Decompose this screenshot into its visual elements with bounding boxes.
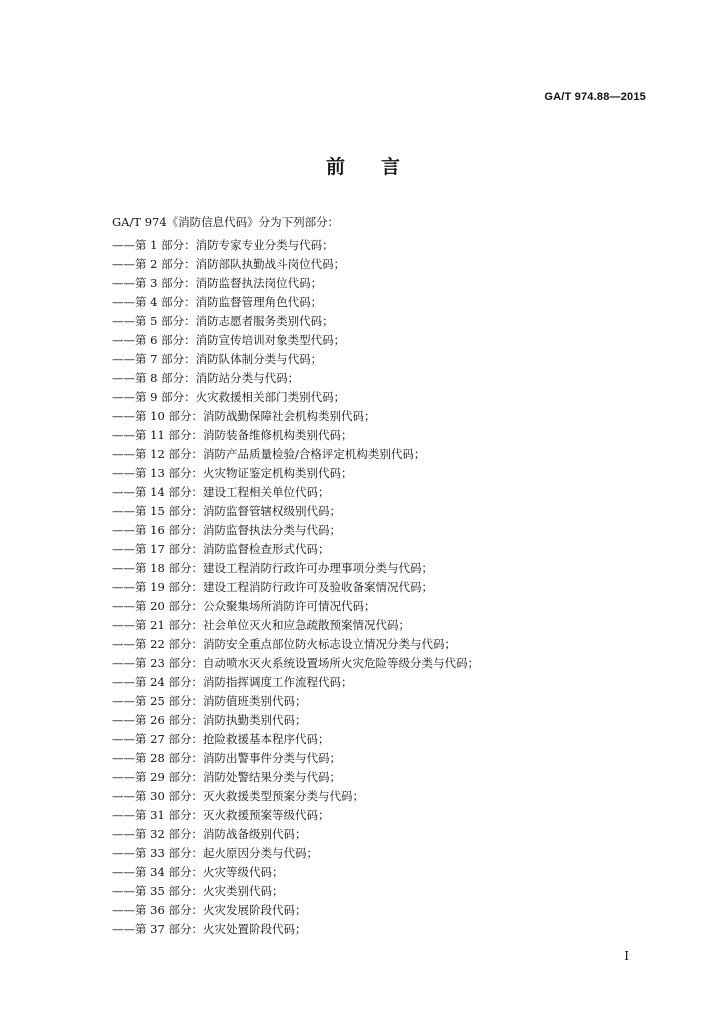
list-item: ——第 25 部分：消防值班类别代码；: [112, 694, 307, 708]
list-item: ——第 13 部分：火灾物证鉴定机构类别代码；: [112, 466, 353, 480]
list-item: ——第 18 部分：建设工程消防行政许可办理事项分类与代码；: [112, 561, 433, 575]
list-item: ——第 10 部分：消防战勤保障社会机构类别代码；: [112, 409, 376, 423]
list-item: ——第 6 部分：消防宣传培训对象类型代码；: [112, 333, 346, 347]
list-item: ——第 19 部分：建设工程消防行政许可及验收备案情况代码；: [112, 580, 433, 594]
list-item: ——第 20 部分：公众聚集场所消防许可情况代码；: [112, 599, 376, 613]
list-item: ——第 8 部分：消防站分类与代码；: [112, 371, 300, 385]
list-item: ——第 1 部分：消防专家专业分类与代码；: [112, 238, 334, 252]
list-item: ——第 26 部分：消防执勤类别代码；: [112, 713, 307, 727]
list-item: ——第 7 部分：消防队体制分类与代码；: [112, 352, 323, 366]
list-item: ——第 31 部分：灭火救援预案等级代码；: [112, 808, 330, 822]
list-item: ——第 12 部分：消防产品质量检验/合格评定机构类别代码；: [112, 447, 426, 461]
page-title: 前言: [325, 156, 436, 178]
list-item: ——第 16 部分：消防监督执法分类与代码；: [112, 523, 341, 537]
list-item: ——第 17 部分：消防监督检查形式代码；: [112, 542, 330, 556]
list-item: ——第 30 部分：灭火救援类型预案分类与代码；: [112, 789, 364, 803]
list-item: ——第 4 部分：消防监督管理角色代码；: [112, 295, 323, 309]
list-item: ——第 11 部分：消防装备维修机构类别代码；: [112, 428, 353, 442]
standard-number: GA/T 974.88—2015: [544, 91, 646, 103]
list-item: ——第 14 部分：建设工程相关单位代码；: [112, 485, 330, 499]
list-item: ——第 33 部分：起火原因分类与代码；: [112, 846, 318, 860]
list-item: ——第 22 部分：消防安全重点部位防火标志设立情况分类与代码；: [112, 637, 456, 651]
list-item: ——第 28 部分：消防出警事件分类与代码；: [112, 751, 341, 765]
list-item: ——第 35 部分：火灾类别代码；: [112, 884, 284, 898]
list-item: ——第 3 部分：消防监督执法岗位代码；: [112, 276, 323, 290]
list-item: ——第 37 部分：火灾处置阶段代码；: [112, 922, 307, 936]
list-item: ——第 24 部分：消防指挥调度工作流程代码；: [112, 675, 353, 689]
list-item: ——第 27 部分：抢险救援基本程序代码；: [112, 732, 330, 746]
list-item: ——第 32 部分：消防战备级别代码；: [112, 827, 307, 841]
list-item: ——第 34 部分：火灾等级代码；: [112, 865, 284, 879]
intro-text: GA/T 974《消防信息代码》分为下列部分：: [112, 215, 340, 229]
list-item: ——第 36 部分：火灾发展阶段代码；: [112, 903, 307, 917]
list-item: ——第 5 部分：消防志愿者服务类别代码；: [112, 314, 334, 328]
list-item: ——第 15 部分：消防监督管辖权级别代码；: [112, 504, 341, 518]
page-number: I: [624, 949, 629, 963]
parts-list: [112, 236, 479, 939]
list-item: ——第 2 部分：消防部队执勤战斗岗位代码；: [112, 257, 346, 271]
list-item: ——第 23 部分：自动喷水灭火系统设置场所火灾危险等级分类与代码；: [112, 656, 479, 670]
list-item: ——第 29 部分：消防处警结果分类与代码；: [112, 770, 341, 784]
list-item: ——第 9 部分：火灾救援相关部门类别代码；: [112, 390, 346, 404]
list-item: ——第 21 部分：社会单位灭火和应急疏散预案情况代码；: [112, 618, 410, 632]
